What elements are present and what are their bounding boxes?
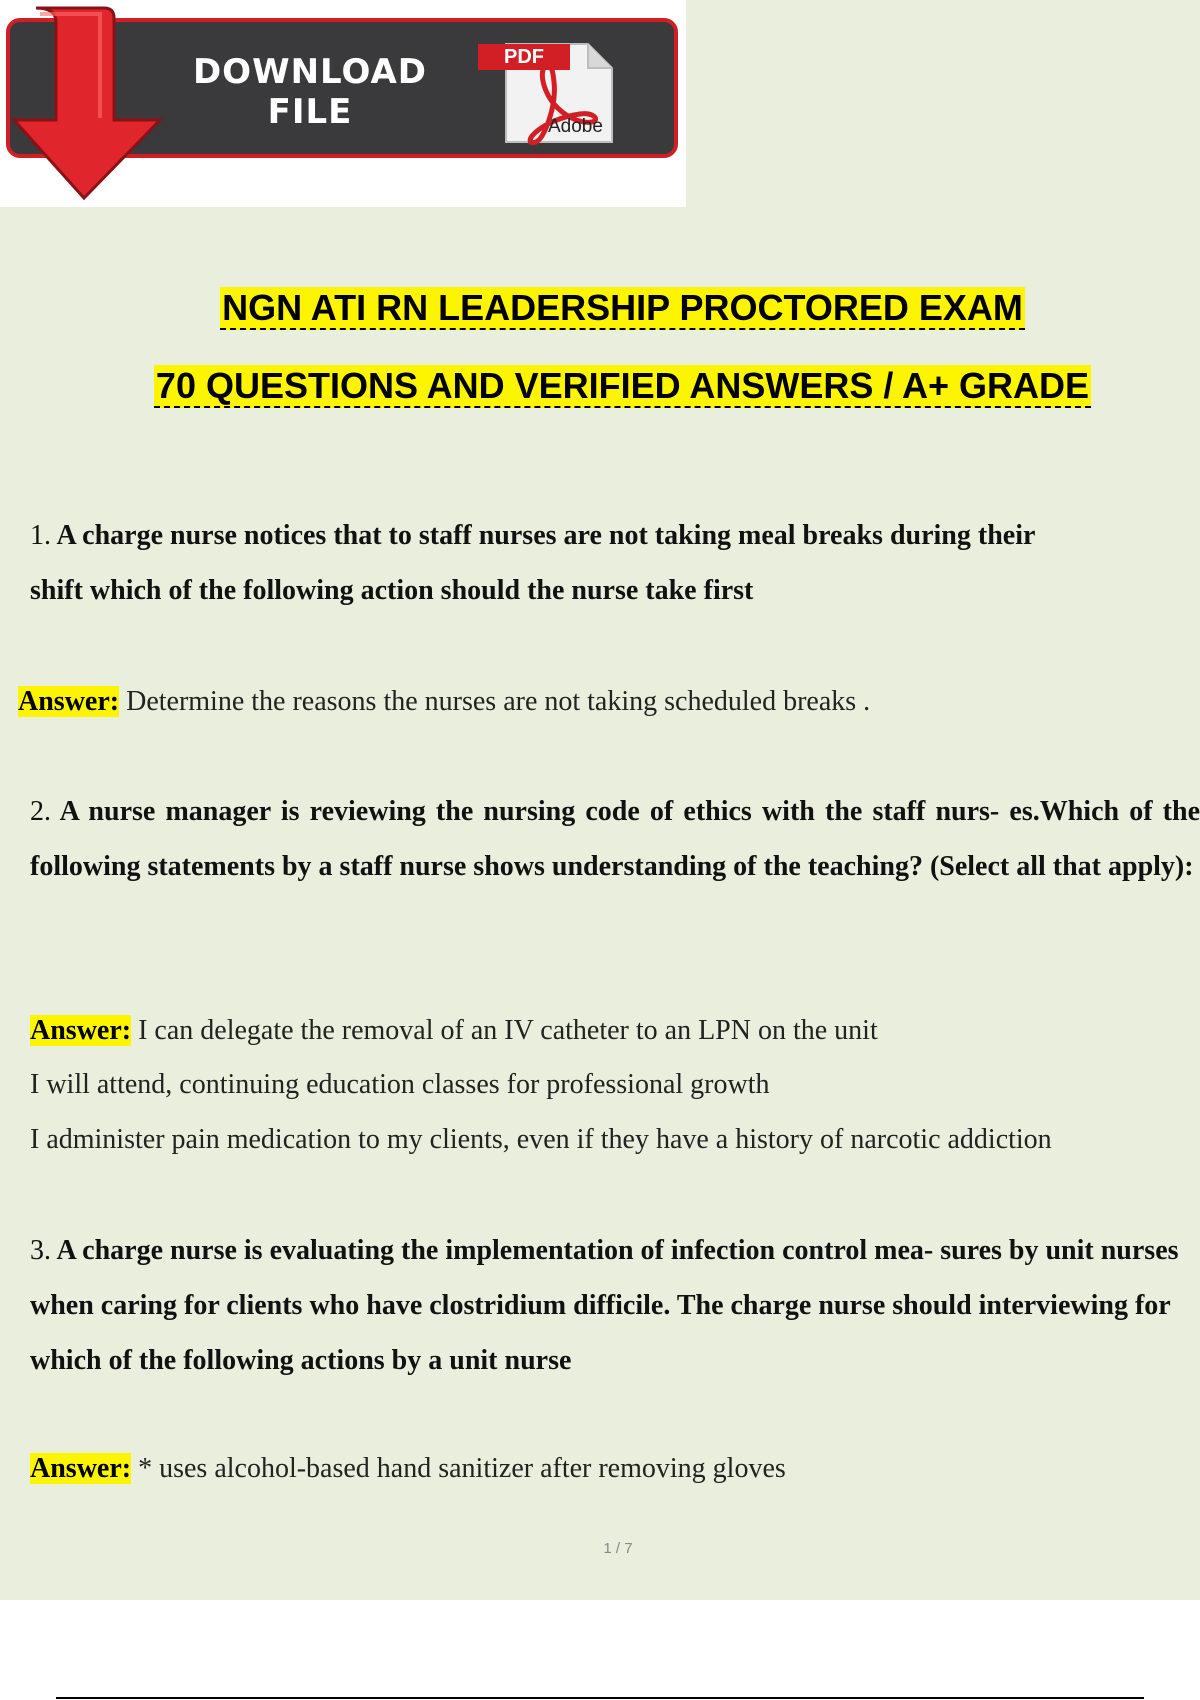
answer-label: Answer: [30, 1015, 132, 1046]
question-number: 2. [30, 796, 51, 827]
question-2 [30, 784, 1200, 894]
answer-text: Determine the reasons the nurses are not taking scheduled breaks . [126, 686, 871, 717]
question-text: A nurse manager is reviewing the nursing code of ethics with the staff nurs- es.Which of the following statements by a staff nurse shows understanding of the teaching? (Select all that apply): [30, 796, 1200, 882]
answer-2-line-2: I will attend, continuing education classes for professional growth [30, 1069, 770, 1100]
answer-2 [30, 1003, 878, 1058]
answer-text: I can delegate the removal of an IV catheter to an LPN on the unit [138, 1015, 878, 1046]
answer-3 [30, 1441, 786, 1496]
question-text: A charge nurse is evaluating the implementation of infection control mea- sures by unit nurses when caring for clients who have clostridium difficile. The charge nurse should interviewing for which of the following actions by a unit nurse [30, 1235, 1179, 1376]
document-title-text: NGN ATI RN LEADERSHIP PROCTORED EXAM [222, 287, 1023, 328]
question-text: A charge nurse notices that to staff nurses are not taking meal breaks during their shift which of the following action should the nurse take first [30, 520, 1035, 606]
question-number: 3. [30, 1235, 51, 1266]
download-arrow-icon [0, 0, 170, 205]
pdf-tag: PDF [478, 44, 570, 70]
question-3 [30, 1223, 1200, 1388]
footer-divider [56, 1697, 1144, 1699]
answer-label: Answer: [30, 1453, 132, 1484]
download-label-line1: DOWNLOAD [192, 52, 428, 92]
download-banner[interactable] [0, 0, 686, 207]
answer-text: * uses alcohol-based hand sanitizer after removing gloves [138, 1453, 786, 1484]
document-subtitle-text: 70 QUESTIONS AND VERIFIED ANSWERS / A+ GRADE [155, 365, 1090, 406]
document-title [0, 286, 1200, 330]
answer-label: Answer: [18, 686, 120, 717]
page-number: 1 / 7 [603, 1540, 633, 1557]
download-label-line2: FILE [267, 92, 353, 132]
question-1 [30, 508, 1090, 618]
document-subtitle [0, 364, 1200, 408]
download-label [160, 52, 460, 132]
answer-1 [18, 674, 870, 729]
adobe-label: Adobe [548, 116, 603, 137]
answer-2-line-3: I administer pain medication to my clients, even if they have a history of narcotic addiction [30, 1124, 1052, 1155]
question-number: 1. [30, 520, 51, 551]
